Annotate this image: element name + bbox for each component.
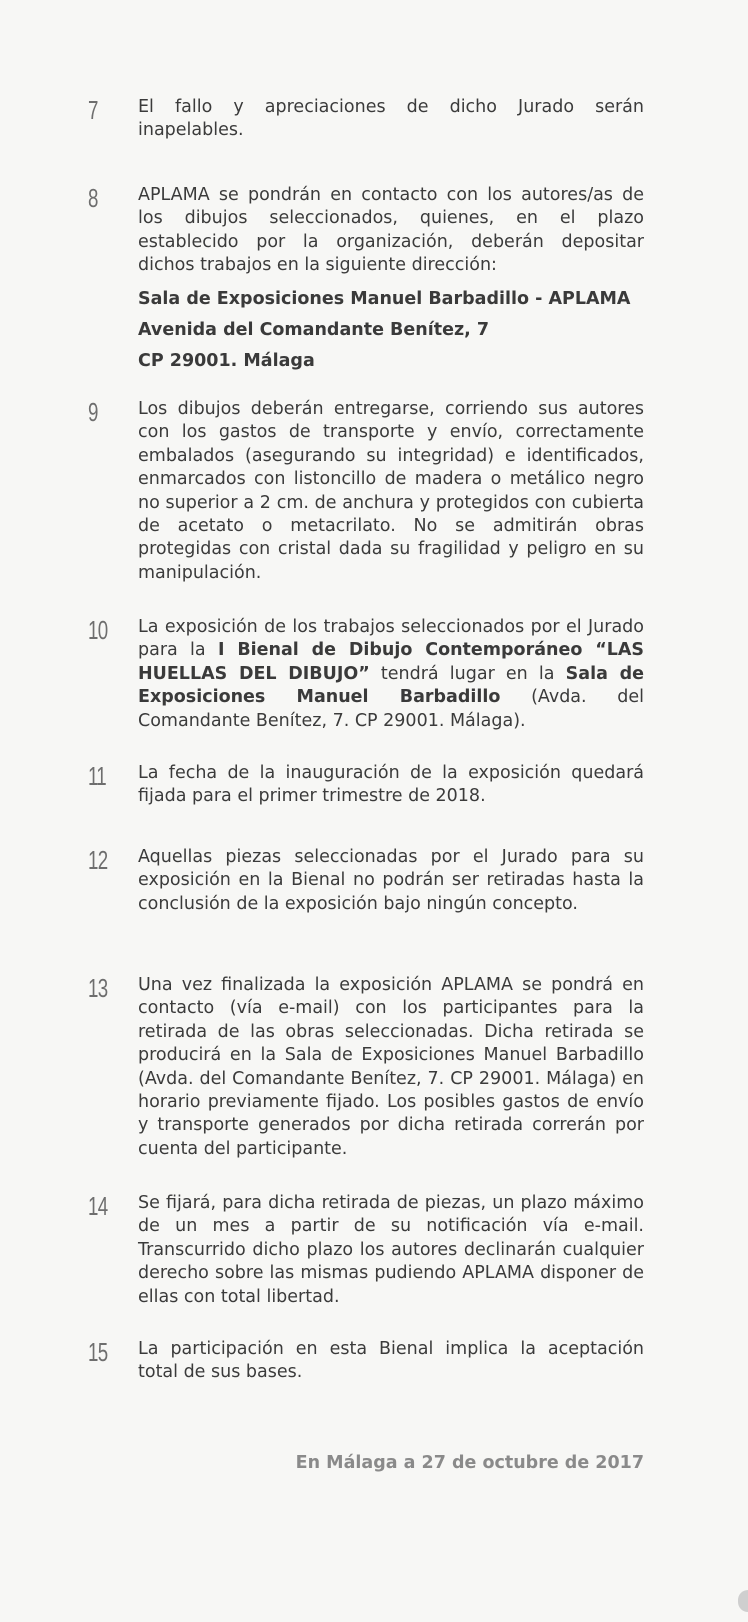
clause-number: 10 <box>88 615 108 645</box>
clause-number: 8 <box>88 183 98 213</box>
clause-text <box>138 974 644 1161</box>
clause-number: 11 <box>88 761 106 791</box>
clause-number: 9 <box>88 397 98 427</box>
clause-text <box>138 762 644 809</box>
closing-date-line: En Málaga a 27 de octubre de 2017 <box>295 1453 644 1473</box>
bienal-title: I Bienal de Dibujo Contemporáneo “LAS HUELLAS DEL DIBUJO” <box>138 640 645 684</box>
clause-number: 12 <box>88 845 108 875</box>
clause-paragraph <box>138 616 644 733</box>
clause-paragraph: Una vez finalizada la exposición APLAMA se pondrá en contacto (vía e-mail) con los participantes para la retirada de las obras seleccionadas. Dicha retirada se producirá en la Sala de Exposiciones Manuel Barbadillo (Avda. del Comandante Benítez, 7. CP 29001. Málaga) en horario previamente fijado. Los posibles gastos de envío y transporte generados por dicha retirada correrán por cuenta del participante. <box>138 975 644 1159</box>
clause-text <box>138 1338 644 1385</box>
clause-text <box>138 846 644 916</box>
clause-number: 14 <box>88 1191 108 1221</box>
clause-paragraph: La participación en esta Bienal implica la aceptación total de sus bases. <box>138 1339 644 1383</box>
clause-text <box>138 616 644 733</box>
address-line-venue: Sala de Exposiciones Manuel Barbadillo - APLAMA <box>138 288 631 309</box>
clause-text <box>138 184 644 377</box>
clause-paragraph: El fallo y apreciaciones de dicho Jurado serán inapelables. <box>138 97 644 141</box>
address-line-postcode: CP 29001. Málaga <box>138 350 315 371</box>
address-line-street: Avenida del Comandante Benítez, 7 <box>138 319 490 340</box>
clause-paragraph: Los dibujos deberán entregarse, corriendo sus autores con los gastos de transporte y envío, correctamente embalados (asegurando su integridad) e identificados, enmarcados con listoncillo de madera o metálico negro no superior a 2 cm. de anchura y protegidos con cubierta de acetato o metacrilato. No se admitirán obras protegidas con cristal dada su fragilidad y peligro en su manipulación. <box>138 399 644 583</box>
clause-text <box>138 1192 644 1309</box>
clause-number: 13 <box>88 973 108 1003</box>
clause-paragraph: Se fijará, para dicha retirada de piezas, un plazo máximo de un mes a partir de su notificación vía e-mail. Transcurrido dicho plazo los autores declinarán cualquier derecho sobre las mismas pudiendo APLAMA disponer de ellas con total libertad. <box>138 1193 644 1307</box>
clause-text <box>138 96 644 143</box>
clause-number: 15 <box>88 1337 108 1367</box>
clause-paragraph: La fecha de la inauguración de la exposición quedará fijada para el primer trimestre de 2018. <box>138 763 644 807</box>
clause-paragraph: Aquellas piezas seleccionadas por el Jurado para su exposición en la Bienal no podrán ser retiradas hasta la conclusión de la exposición bajo ningún concepto. <box>138 847 644 914</box>
delivery-address <box>138 284 644 377</box>
clause-text <box>138 398 644 585</box>
venue-name: Sala de Exposiciones Manuel Barbadillo <box>138 663 644 708</box>
text-run: tendrá lugar en la <box>369 663 566 684</box>
clause-paragraph: APLAMA se pondrán en contacto con los autores/as de los dibujos seleccionados, quienes, en el plazo establecido por la organización, deberán depositar dichos trabajos en la siguiente dirección: <box>138 185 644 276</box>
clause-number: 7 <box>88 95 98 125</box>
text-run: (Avda. del Comandante Benítez, 7. CP 29001. Málaga). <box>138 687 644 731</box>
page-edge-mark <box>738 1590 748 1612</box>
text-run: La exposición de los trabajos seleccionados por el Jurado para la <box>138 617 644 661</box>
